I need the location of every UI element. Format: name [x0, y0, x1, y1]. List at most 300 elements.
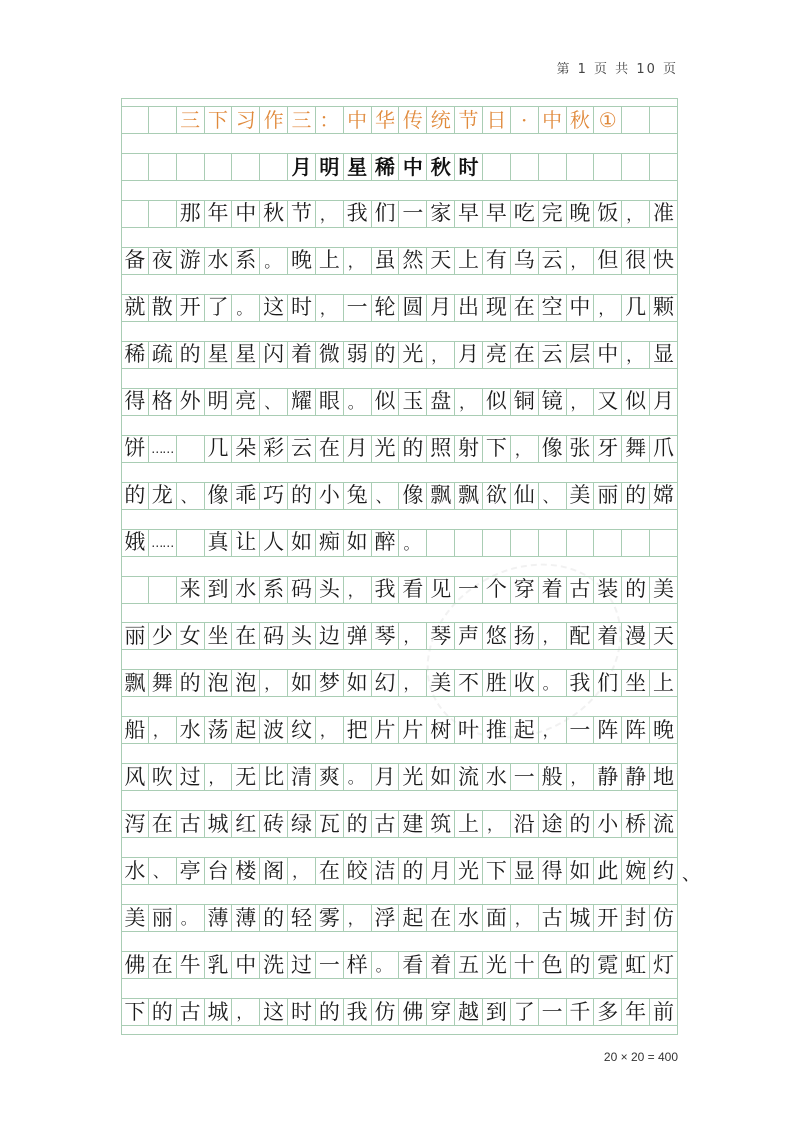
grid-cell: 们: [372, 201, 400, 227]
grid-cell: ，: [344, 577, 372, 603]
grid-cell: 洗: [260, 952, 288, 978]
grid-cell: 泡: [205, 670, 233, 696]
grid-cell: 薄: [205, 905, 233, 931]
grid-cell: 古: [539, 905, 567, 931]
grid-cell: 建: [399, 811, 427, 837]
grid-cell: 在: [232, 623, 260, 649]
grid-cell: 在: [511, 295, 539, 321]
grid-cell: 。: [399, 530, 427, 556]
grid-cell: 人: [260, 530, 288, 556]
grid-cell: 下: [121, 999, 149, 1025]
grid-cell: 、: [177, 483, 205, 509]
grid-cell: 水: [455, 905, 483, 931]
grid-cell: 上: [455, 811, 483, 837]
grid-cell: [650, 107, 678, 133]
grid-cell: 耀: [288, 389, 316, 415]
grid-cell: 风: [121, 764, 149, 790]
grid-cell: 吃: [511, 201, 539, 227]
grid-cell: 这: [260, 295, 288, 321]
grid-cell: 如: [288, 530, 316, 556]
grid-cell: 无: [232, 764, 260, 790]
grid-cell: ……: [149, 530, 177, 556]
grid-cell: 照: [427, 436, 455, 462]
grid-cell: 古: [177, 999, 205, 1025]
grid-cell: 仿: [650, 905, 678, 931]
grid-cell: 星: [205, 342, 233, 368]
grid-cell: 虹: [622, 952, 650, 978]
grid-cell: 我: [344, 201, 372, 227]
grid-cell: [427, 530, 455, 556]
grid-cell: 约: [650, 858, 678, 884]
grid-cell: 佛: [399, 999, 427, 1025]
grid-cell: ，: [149, 717, 177, 743]
grid-cell: [511, 154, 539, 180]
text-row: [121, 388, 678, 416]
grid-cell: [121, 577, 149, 603]
grid-cell: ，: [205, 764, 233, 790]
grid-cell: 飘: [427, 483, 455, 509]
text-row: [121, 669, 678, 697]
grid-cell: 几: [205, 436, 233, 462]
grid-cell: 的: [399, 436, 427, 462]
grid-cell: ，: [344, 248, 372, 274]
grid-cell: 有: [483, 248, 511, 274]
grid-cell: 疏: [149, 342, 177, 368]
grid-cell: 现: [483, 295, 511, 321]
grid-cell: [260, 154, 288, 180]
grid-cell: 丽: [149, 905, 177, 931]
grid-cell: 弹: [344, 623, 372, 649]
grid-cell: 得: [121, 389, 149, 415]
grid-cell: 水: [205, 248, 233, 274]
grid-cell: 起: [232, 717, 260, 743]
grid-cell: 。: [372, 952, 400, 978]
grid-cell: 。: [539, 670, 567, 696]
grid-cell: 格: [149, 389, 177, 415]
grid-cell: 小: [594, 811, 622, 837]
grid-cell: 地: [650, 764, 678, 790]
grid-cell: 眼: [316, 389, 344, 415]
grid-cell: 树: [427, 717, 455, 743]
grid-cell: 梦: [316, 670, 344, 696]
grid-cell: 然: [399, 248, 427, 274]
grid-cell: [177, 154, 205, 180]
grid-cell: 越: [455, 999, 483, 1025]
grid-cell: 漫: [622, 623, 650, 649]
grid-cell: 。: [260, 248, 288, 274]
text-row: [121, 810, 678, 838]
grid-cell: 时: [288, 999, 316, 1025]
grid-cell: 镜: [539, 389, 567, 415]
grid-cell: 早: [483, 201, 511, 227]
grid-cell: 水: [177, 717, 205, 743]
grid-cell: 晚: [650, 717, 678, 743]
grid-cell: 面: [483, 905, 511, 931]
grid-cell: 晚: [288, 248, 316, 274]
grid-cell: 痴: [316, 530, 344, 556]
grid-cell: 佛: [121, 952, 149, 978]
grid-cell: 光: [399, 342, 427, 368]
grid-cell: 边: [316, 623, 344, 649]
grid-cell: ，: [539, 717, 567, 743]
grid-cell: 乳: [205, 952, 233, 978]
grid-cell: 系: [232, 248, 260, 274]
grid-cell: 水: [232, 577, 260, 603]
grid-cell: 。: [344, 389, 372, 415]
text-row: [121, 247, 678, 275]
grid-cell: 真: [205, 530, 233, 556]
grid-cell: 夜: [149, 248, 177, 274]
grid-cell: [121, 107, 149, 133]
grid-cell: 途: [539, 811, 567, 837]
grid-cell: 显: [650, 342, 678, 368]
grid-cell: 声: [455, 623, 483, 649]
grid-cell: 铜: [511, 389, 539, 415]
grid-cell: 水: [121, 858, 149, 884]
grid-cell: 云: [539, 248, 567, 274]
grid-cell: ，: [316, 717, 344, 743]
grid-cell: 盘: [427, 389, 455, 415]
grid-cell: 到: [483, 999, 511, 1025]
text-row: [121, 200, 678, 228]
grid-cell: 琴: [372, 623, 400, 649]
grid-cell: [650, 154, 678, 180]
grid-cell: 推: [483, 717, 511, 743]
grid-size-label: 20 × 20 = 400: [603, 1050, 678, 1064]
grid-cell: 不: [455, 670, 483, 696]
grid-cell: 婉: [622, 858, 650, 884]
grid-cell: 出: [455, 295, 483, 321]
text-row: [121, 294, 678, 322]
grid-cell: 牛: [177, 952, 205, 978]
grid-cell: 在: [316, 858, 344, 884]
grid-cell: 在: [149, 811, 177, 837]
grid-cell: 游: [177, 248, 205, 274]
grid-cell: 云: [539, 342, 567, 368]
grid-cell: 开: [177, 295, 205, 321]
grid-cell: 穿: [427, 999, 455, 1025]
grid-cell: 一: [316, 952, 344, 978]
grid-cell: 的: [622, 483, 650, 509]
grid-cell: 把: [344, 717, 372, 743]
grid-cell: 叶: [455, 717, 483, 743]
grid-cell: 稀: [121, 342, 149, 368]
grid-cell: 沿: [511, 811, 539, 837]
grid-cell: 空: [539, 295, 567, 321]
grid-cell: 上: [455, 248, 483, 274]
grid-cell: 头: [288, 623, 316, 649]
grid-cell: 少: [149, 623, 177, 649]
grid-cell: 让: [232, 530, 260, 556]
grid-cell: [622, 530, 650, 556]
grid-cell: 一: [399, 201, 427, 227]
grid-cell: 颗: [650, 295, 678, 321]
grid-cell: [149, 577, 177, 603]
grid-cell: 仙: [511, 483, 539, 509]
grid-cell: 、: [539, 483, 567, 509]
grid-cell: 亮: [483, 342, 511, 368]
grid-cell: 巧: [260, 483, 288, 509]
grid-cell: [567, 154, 595, 180]
grid-cell: ，: [288, 858, 316, 884]
grid-cell: ，: [260, 670, 288, 696]
grid-cell: ，: [483, 811, 511, 837]
grid-cell: 节: [455, 107, 483, 133]
grid-cell: 美: [567, 483, 595, 509]
grid-cell: 爪: [650, 436, 678, 462]
grid-cell: 秋: [260, 201, 288, 227]
grid-cell: 弱: [344, 342, 372, 368]
grid-cell: 城: [205, 811, 233, 837]
grid-cell: 上: [316, 248, 344, 274]
grid-cell: 乌: [511, 248, 539, 274]
grid-cell: 来: [177, 577, 205, 603]
grid-cell: 前: [650, 999, 678, 1025]
grid-cell: ，: [232, 999, 260, 1025]
grid-cell: 扬: [511, 623, 539, 649]
grid-cell: 圆: [399, 295, 427, 321]
grid-cell: [511, 530, 539, 556]
grid-cell: 穿: [511, 577, 539, 603]
grid-cell: [121, 201, 149, 227]
grid-cell: 幻: [372, 670, 400, 696]
grid-cell: 彩: [260, 436, 288, 462]
grid-cell: [149, 107, 177, 133]
grid-cell: 。: [177, 905, 205, 931]
grid-cell: 城: [205, 999, 233, 1025]
grid-cell: 年: [205, 201, 233, 227]
grid-cell: 坐: [622, 670, 650, 696]
grid-cell: 下: [483, 436, 511, 462]
grid-cell: 爽: [316, 764, 344, 790]
grid-cell: 如: [288, 670, 316, 696]
grid-cell: 在: [149, 952, 177, 978]
grid-cell: 美: [121, 905, 149, 931]
grid-cell: [149, 201, 177, 227]
grid-cell: 的: [288, 483, 316, 509]
grid-cell: 起: [511, 717, 539, 743]
grid-cell: 传: [399, 107, 427, 133]
grid-cell: [594, 154, 622, 180]
grid-cell: 片: [372, 717, 400, 743]
page-indicator: 第 1 页 共 10 页: [556, 62, 678, 77]
grid-cell: 、: [260, 389, 288, 415]
grid-cell: 个: [483, 577, 511, 603]
grid-cell: 星: [344, 154, 372, 180]
grid-cell: 见: [427, 577, 455, 603]
grid-cell: 我: [344, 999, 372, 1025]
grid-cell: 明: [316, 154, 344, 180]
grid-cell: 秋: [427, 154, 455, 180]
grid-cell: 层: [567, 342, 595, 368]
text-row: [121, 763, 678, 791]
grid-cell: [539, 154, 567, 180]
grid-cell: 张: [567, 436, 595, 462]
grid-cell: 飘: [455, 483, 483, 509]
grid-cell: 。: [232, 295, 260, 321]
grid-cell: 中: [594, 342, 622, 368]
grid-cell: 、: [149, 858, 177, 884]
grid-cell: 晚: [567, 201, 595, 227]
grid-cell: 时: [288, 295, 316, 321]
grid-cell: 云: [288, 436, 316, 462]
grid-cell: 坐: [205, 623, 233, 649]
grid-cell: 三: [288, 107, 316, 133]
grid-cell: ，: [427, 342, 455, 368]
grid-cell: 轮: [372, 295, 400, 321]
grid-cell: 千: [567, 999, 595, 1025]
grid-cell: 一: [344, 295, 372, 321]
grid-cell: 轻: [288, 905, 316, 931]
grid-cell: 到: [205, 577, 233, 603]
grid-cell: 如: [427, 764, 455, 790]
grid-cell: 如: [344, 670, 372, 696]
grid-cell: 比: [260, 764, 288, 790]
grid-cell: 的: [260, 905, 288, 931]
grid-cell: 时: [455, 154, 483, 180]
grid-cell: 光: [399, 764, 427, 790]
grid-cell: 中: [232, 952, 260, 978]
grid-cell: 散: [149, 295, 177, 321]
grid-cell: 月: [288, 154, 316, 180]
grid-cell: 似: [372, 389, 400, 415]
grid-cell: 古: [567, 577, 595, 603]
composition-grid-paper: [121, 98, 678, 1035]
grid-cell: 射: [455, 436, 483, 462]
grid-cell: 台: [205, 858, 233, 884]
grid-cell: 的: [177, 342, 205, 368]
grid-cell: 备: [121, 248, 149, 274]
grid-cell: 天: [650, 623, 678, 649]
grid-cell: 琴: [427, 623, 455, 649]
grid-cell: 色: [539, 952, 567, 978]
grid-cell: 日: [483, 107, 511, 133]
grid-cell: 封: [622, 905, 650, 931]
grid-cell: [121, 154, 149, 180]
grid-cell: 月: [455, 342, 483, 368]
grid-cell: 醉: [372, 530, 400, 556]
grid-cell: 波: [260, 717, 288, 743]
grid-cell: 下: [483, 858, 511, 884]
grid-cell: 的: [567, 811, 595, 837]
text-row: [121, 716, 678, 744]
grid-cell: 了: [511, 999, 539, 1025]
grid-cell: 码: [260, 623, 288, 649]
grid-cell: 一: [511, 764, 539, 790]
grid-cell: 统: [427, 107, 455, 133]
text-row: [121, 622, 678, 650]
grid-cell: 朵: [232, 436, 260, 462]
grid-cell: ，: [344, 905, 372, 931]
grid-cell: 绿: [288, 811, 316, 837]
grid-cell: 很: [622, 248, 650, 274]
text-row: [121, 576, 678, 604]
text-row: [121, 857, 678, 885]
grid-cell: 系: [260, 577, 288, 603]
grid-cell: 明: [205, 389, 233, 415]
grid-cell: [539, 530, 567, 556]
grid-cell: 像: [399, 483, 427, 509]
grid-cell: [483, 530, 511, 556]
grid-cell: 家: [427, 201, 455, 227]
grid-cell: 的: [149, 999, 177, 1025]
grid-cell: 牙: [594, 436, 622, 462]
grid-cell: 但: [594, 248, 622, 274]
text-row: [121, 341, 678, 369]
grid-cell: 片: [399, 717, 427, 743]
grid-cell: 的: [316, 999, 344, 1025]
grid-cell: [232, 154, 260, 180]
grid-cell: 薄: [232, 905, 260, 931]
grid-cell: 欲: [483, 483, 511, 509]
grid-cell: 胜: [483, 670, 511, 696]
grid-cell: 静: [622, 764, 650, 790]
grid-cell: 节: [288, 201, 316, 227]
grid-cell: ，: [399, 623, 427, 649]
grid-cell: 乖: [232, 483, 260, 509]
grid-cell: ：: [316, 107, 344, 133]
grid-cell: ，: [567, 764, 595, 790]
grid-cell: 、: [372, 483, 400, 509]
grid-cell: 们: [594, 670, 622, 696]
grid-cell: 女: [177, 623, 205, 649]
grid-cell: 外: [177, 389, 205, 415]
grid-cell: 闪: [260, 342, 288, 368]
grid-cell: [205, 154, 233, 180]
grid-cell: 上: [650, 670, 678, 696]
grid-cell: 在: [427, 905, 455, 931]
grid-cell: ，: [539, 623, 567, 649]
grid-cell: 水: [483, 764, 511, 790]
grid-cell: 似: [483, 389, 511, 415]
grid-cell: 古: [177, 811, 205, 837]
grid-cell: 在: [316, 436, 344, 462]
grid-cell: 娥: [121, 530, 149, 556]
grid-cell: 多: [594, 999, 622, 1025]
grid-cell: [177, 436, 205, 462]
grid-cell: 那: [177, 201, 205, 227]
text-row: [121, 482, 678, 510]
grid-cell: 瓦: [316, 811, 344, 837]
grid-cell: ，: [594, 295, 622, 321]
grid-cell: 起: [399, 905, 427, 931]
grid-cell: 月: [372, 764, 400, 790]
grid-cell: 早: [455, 201, 483, 227]
grid-cell: 完: [539, 201, 567, 227]
grid-cell: 收: [511, 670, 539, 696]
grid-cell: 泡: [232, 670, 260, 696]
grid-cell: 霓: [594, 952, 622, 978]
grid-cell: 丽: [594, 483, 622, 509]
grid-cell: 清: [288, 764, 316, 790]
grid-cell: 的: [372, 342, 400, 368]
grid-cell: 样: [344, 952, 372, 978]
grid-cell: 五: [455, 952, 483, 978]
grid-cell: 月: [344, 436, 372, 462]
grid-cell: 作: [260, 107, 288, 133]
grid-cell: 此: [594, 858, 622, 884]
grid-cell: ，: [511, 905, 539, 931]
grid-cell: 嫦: [650, 483, 678, 509]
grid-cell: 船: [121, 717, 149, 743]
grid-cell: 的: [177, 670, 205, 696]
grid-cell: 中: [539, 107, 567, 133]
grid-cell: 兔: [344, 483, 372, 509]
grid-cell: 如: [344, 530, 372, 556]
grid-cell: ，: [622, 201, 650, 227]
grid-cell: 。: [344, 764, 372, 790]
grid-cell: 桥: [622, 811, 650, 837]
